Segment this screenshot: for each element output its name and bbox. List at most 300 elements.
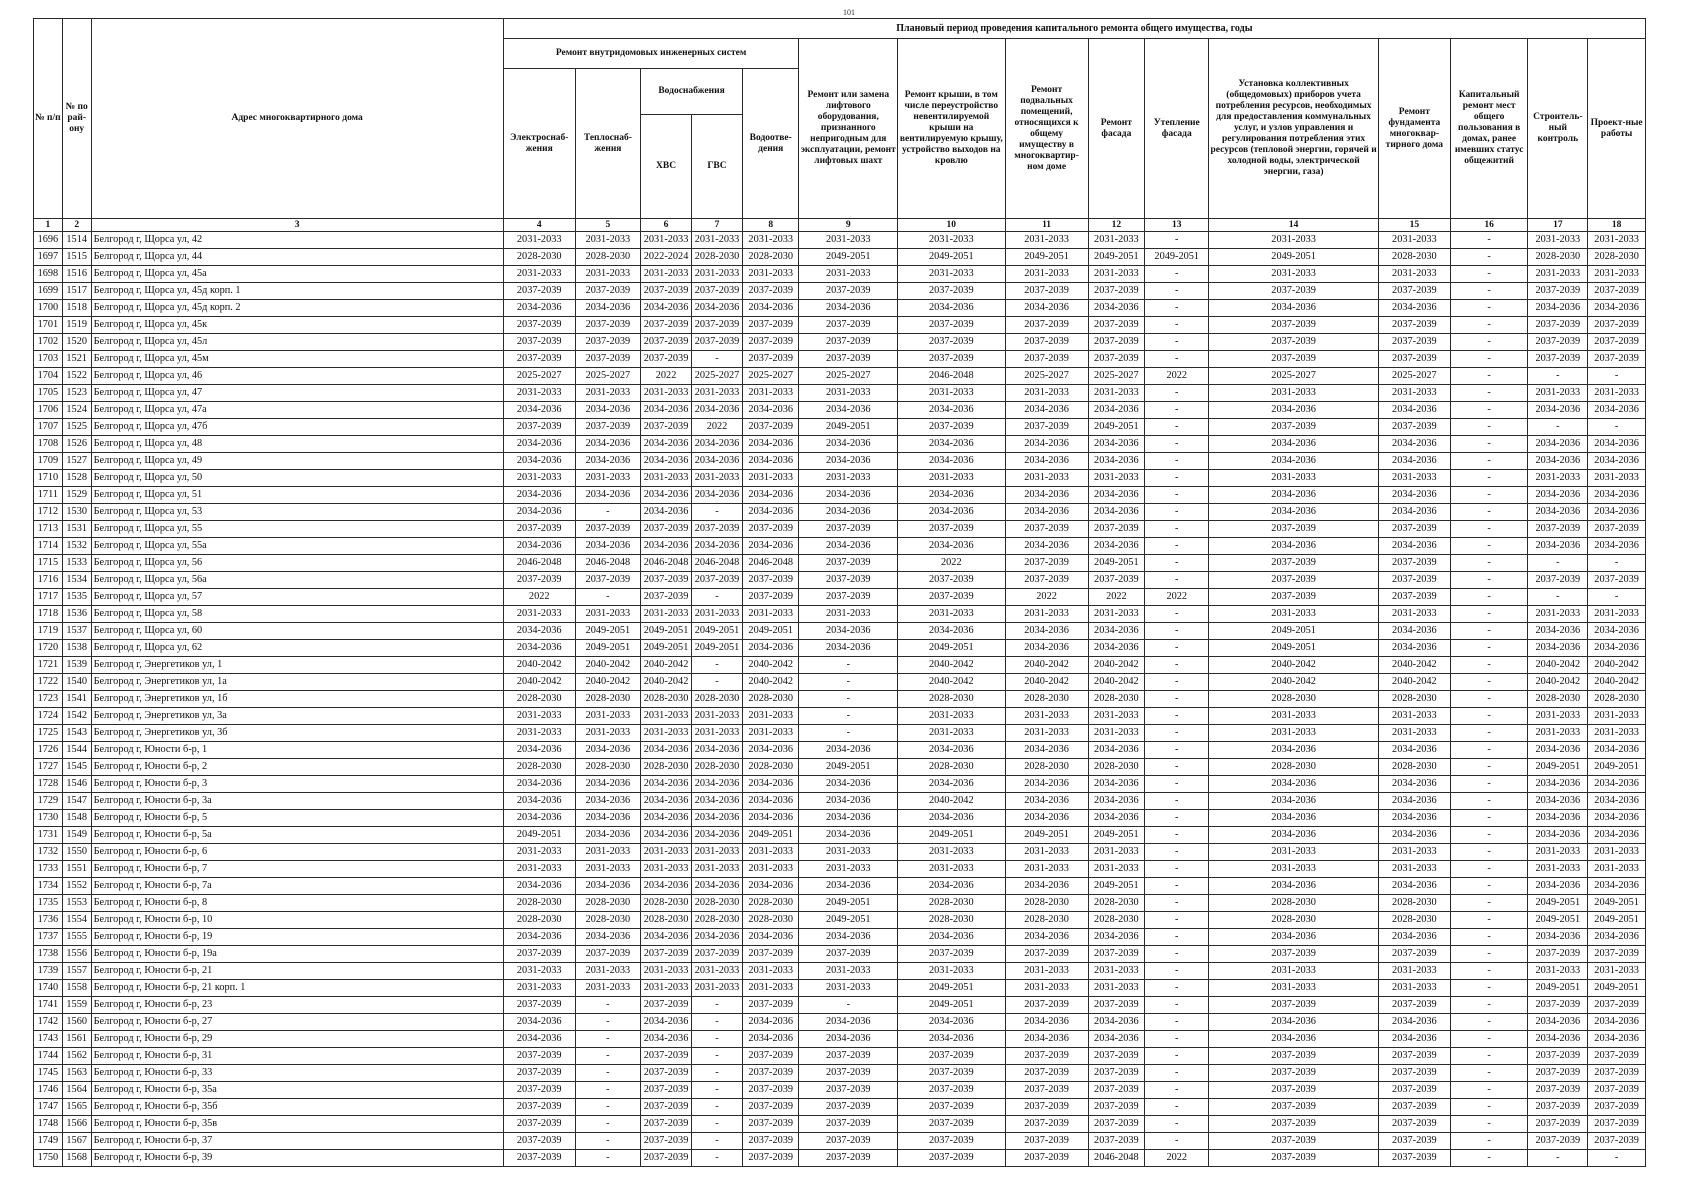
table-row [34, 317, 1646, 334]
header-water-group: Водоснабжения [641, 69, 743, 115]
table-cell: 1564 [62, 1082, 91, 1099]
table-cell: 2034-2036 [692, 487, 743, 504]
table-cell: 2034-2036 [799, 487, 898, 504]
table-cell: 2037-2039 [1378, 1150, 1450, 1167]
table-cell: 2034-2036 [742, 487, 799, 504]
table-row [34, 742, 1646, 759]
table-cell: 2031-2033 [799, 861, 898, 878]
table-cell: 2037-2039 [1378, 283, 1450, 300]
table-cell: - [1145, 487, 1209, 504]
table-cell: 1728 [34, 776, 63, 793]
table-cell: - [692, 351, 743, 368]
table-cell: - [1450, 997, 1528, 1014]
table-cell: 2028-2030 [1209, 691, 1379, 708]
table-cell: 2037-2039 [1088, 1116, 1145, 1133]
table-cell: 2034-2036 [1588, 878, 1646, 895]
table-cell: 1706 [34, 402, 63, 419]
table-cell: 2034-2036 [1088, 742, 1145, 759]
table-cell: 2037-2039 [1088, 1065, 1145, 1082]
table-cell: 2037-2039 [742, 1133, 799, 1150]
table-row [34, 844, 1646, 861]
table-cell: 2040-2042 [898, 793, 1005, 810]
table-cell: 2034-2036 [503, 776, 575, 793]
table-cell: - [575, 1082, 640, 1099]
table-cell: 2037-2039 [898, 317, 1005, 334]
address-cell: Белгород г, Энергетиков ул, 3а [91, 708, 503, 725]
table-cell: 2034-2036 [503, 300, 575, 317]
table-cell: - [1145, 402, 1209, 419]
table-cell: 2031-2033 [575, 963, 640, 980]
table-cell: 1519 [62, 317, 91, 334]
table-cell: 2022-2024 [641, 249, 692, 266]
table-cell: - [692, 1048, 743, 1065]
table-cell: - [1450, 504, 1528, 521]
table-cell: 2037-2039 [1005, 283, 1088, 300]
table-cell: 2031-2033 [1528, 606, 1588, 623]
table-cell: 2034-2036 [641, 878, 692, 895]
table-cell: 2034-2036 [692, 402, 743, 419]
table-row [34, 810, 1646, 827]
table-cell: 2031-2033 [503, 963, 575, 980]
table-cell: 2034-2036 [1588, 436, 1646, 453]
table-cell: 2037-2039 [692, 946, 743, 963]
table-cell: - [575, 1065, 640, 1082]
table-cell: 2037-2039 [1088, 572, 1145, 589]
table-cell: - [1145, 827, 1209, 844]
table-cell: 2031-2033 [1005, 470, 1088, 487]
table-cell: 2034-2036 [1378, 453, 1450, 470]
table-cell: 2031-2033 [1378, 725, 1450, 742]
table-cell: - [1145, 742, 1209, 759]
table-cell: 2034-2036 [799, 1031, 898, 1048]
table-cell: - [1145, 946, 1209, 963]
table-cell: 1737 [34, 929, 63, 946]
table-cell: 1516 [62, 266, 91, 283]
table-cell: 2037-2039 [641, 1065, 692, 1082]
table-cell: 2037-2039 [799, 1048, 898, 1065]
table-cell: 2037-2039 [742, 1099, 799, 1116]
table-cell: 2028-2030 [742, 895, 799, 912]
address-cell: Белгород г, Щорса ул, 62 [91, 640, 503, 657]
table-cell: 2037-2039 [641, 1150, 692, 1167]
table-row [34, 1065, 1646, 1082]
table-cell: 2037-2039 [1088, 283, 1145, 300]
table-cell: - [1528, 368, 1588, 385]
table-cell: - [1145, 453, 1209, 470]
table-cell: 2037-2039 [1528, 317, 1588, 334]
table-row [34, 521, 1646, 538]
table-cell: 2049-2051 [503, 827, 575, 844]
table-cell: 2037-2039 [742, 946, 799, 963]
table-row [34, 1048, 1646, 1065]
header-facade: Ремонт фасада [1088, 39, 1145, 219]
table-cell: - [1450, 436, 1528, 453]
table-cell: 1557 [62, 963, 91, 980]
table-cell: 1546 [62, 776, 91, 793]
table-cell: 2034-2036 [799, 453, 898, 470]
table-cell: 2037-2039 [799, 317, 898, 334]
table-cell: 2031-2033 [1588, 266, 1646, 283]
table-row [34, 1082, 1646, 1099]
table-cell: 2037-2039 [1588, 283, 1646, 300]
table-cell: 2037-2039 [799, 1099, 898, 1116]
table-cell: 2037-2039 [1005, 555, 1088, 572]
table-cell: - [1450, 691, 1528, 708]
table-cell: 2049-2051 [1088, 555, 1145, 572]
table-cell: 2031-2033 [742, 708, 799, 725]
table-cell: 2034-2036 [1528, 810, 1588, 827]
table-cell: 2037-2039 [641, 589, 692, 606]
table-cell: 2037-2039 [503, 1048, 575, 1065]
address-cell: Белгород г, Юности б-р, 39 [91, 1150, 503, 1167]
table-cell: 2037-2039 [898, 1133, 1005, 1150]
table-cell: 2040-2042 [1588, 657, 1646, 674]
table-cell: - [799, 708, 898, 725]
table-cell: 2037-2039 [1005, 1099, 1088, 1116]
table-cell: 1738 [34, 946, 63, 963]
table-cell: 2037-2039 [742, 1150, 799, 1167]
table-cell: 2034-2036 [1588, 453, 1646, 470]
table-cell: 2046-2048 [1088, 1150, 1145, 1167]
table-cell: 1555 [62, 929, 91, 946]
table-cell: 2034-2036 [1088, 793, 1145, 810]
table-cell: 1517 [62, 283, 91, 300]
table-cell: 2031-2033 [503, 861, 575, 878]
table-cell: 1536 [62, 606, 91, 623]
table-cell: 2031-2033 [1528, 725, 1588, 742]
table-cell: 2049-2051 [799, 912, 898, 929]
table-cell: 2031-2033 [742, 470, 799, 487]
table-cell: 2037-2039 [742, 589, 799, 606]
table-cell: 2034-2036 [1528, 742, 1588, 759]
table-cell: 2031-2033 [1588, 385, 1646, 402]
table-cell: - [1145, 1014, 1209, 1031]
table-cell: 2034-2036 [898, 623, 1005, 640]
table-cell: 2034-2036 [1528, 640, 1588, 657]
table-cell: - [575, 589, 640, 606]
address-cell: Белгород г, Щорса ул, 53 [91, 504, 503, 521]
column-index: 3 [91, 219, 503, 232]
table-cell: 2034-2036 [1088, 1031, 1145, 1048]
table-cell: 2034-2036 [641, 827, 692, 844]
table-cell: - [1145, 538, 1209, 555]
table-cell: 2034-2036 [1088, 453, 1145, 470]
table-cell: 2031-2033 [1528, 266, 1588, 283]
table-cell: 2037-2039 [1209, 946, 1379, 963]
table-cell: 2031-2033 [575, 266, 640, 283]
table-cell: 2037-2039 [503, 1082, 575, 1099]
address-cell: Белгород г, Юности б-р, 7 [91, 861, 503, 878]
table-cell: - [1450, 419, 1528, 436]
table-cell: - [1588, 1150, 1646, 1167]
table-cell: 2037-2039 [799, 555, 898, 572]
table-row [34, 912, 1646, 929]
table-cell: 2037-2039 [742, 317, 799, 334]
table-cell: 2034-2036 [1088, 810, 1145, 827]
table-cell: - [1450, 1065, 1528, 1082]
table-cell: 2034-2036 [1088, 504, 1145, 521]
table-cell: 2037-2039 [503, 283, 575, 300]
table-cell: 2034-2036 [898, 742, 1005, 759]
table-cell: - [1450, 793, 1528, 810]
column-index: 4 [503, 219, 575, 232]
table-cell: 2034-2036 [575, 793, 640, 810]
table-cell: 2037-2039 [1005, 1048, 1088, 1065]
table-cell: 1724 [34, 708, 63, 725]
table-cell: 2037-2039 [742, 334, 799, 351]
table-cell: 2031-2033 [692, 470, 743, 487]
table-cell: 2037-2039 [898, 1065, 1005, 1082]
table-cell: 2034-2036 [1005, 929, 1088, 946]
table-cell: 2037-2039 [1378, 572, 1450, 589]
table-cell: 2031-2033 [641, 606, 692, 623]
table-cell: - [799, 997, 898, 1014]
table-cell: 2034-2036 [503, 929, 575, 946]
table-cell: 2049-2051 [898, 827, 1005, 844]
table-cell: 2028-2030 [1588, 249, 1646, 266]
address-cell: Белгород г, Щорса ул, 56а [91, 572, 503, 589]
table-cell: 2031-2033 [742, 606, 799, 623]
table-cell: - [1145, 572, 1209, 589]
address-cell: Белгород г, Щорса ул, 45а [91, 266, 503, 283]
address-cell: Белгород г, Щорса ул, 44 [91, 249, 503, 266]
table-cell: 2031-2033 [1088, 861, 1145, 878]
address-cell: Белгород г, Юности б-р, 33 [91, 1065, 503, 1082]
table-cell: 2031-2033 [1088, 708, 1145, 725]
table-cell: 2034-2036 [799, 793, 898, 810]
table-cell: 2025-2027 [503, 368, 575, 385]
table-cell: 2034-2036 [898, 487, 1005, 504]
table-cell: 1534 [62, 572, 91, 589]
table-cell: - [692, 997, 743, 1014]
table-cell: 2037-2039 [1209, 555, 1379, 572]
table-row [34, 334, 1646, 351]
table-cell: 2034-2036 [641, 776, 692, 793]
table-cell: 2034-2036 [1005, 742, 1088, 759]
table-cell: 2034-2036 [1588, 300, 1646, 317]
table-cell: 2037-2039 [1005, 521, 1088, 538]
table-cell: 2031-2033 [1528, 232, 1588, 249]
table-cell: 2034-2036 [742, 810, 799, 827]
table-cell: 2031-2033 [1209, 232, 1379, 249]
table-cell: - [1588, 555, 1646, 572]
table-cell: 1712 [34, 504, 63, 521]
table-cell: 1558 [62, 980, 91, 997]
table-cell: 2034-2036 [1209, 487, 1379, 504]
table-cell: 2037-2039 [1005, 351, 1088, 368]
column-index-row [34, 219, 1646, 232]
address-cell: Белгород г, Юности б-р, 21 корп. 1 [91, 980, 503, 997]
table-cell: 2028-2030 [1088, 895, 1145, 912]
table-cell: 2037-2039 [641, 334, 692, 351]
table-cell: 2037-2039 [1528, 1065, 1588, 1082]
table-cell: 1697 [34, 249, 63, 266]
table-row [34, 589, 1646, 606]
table-cell: 2034-2036 [742, 538, 799, 555]
address-cell: Белгород г, Юности б-р, 1 [91, 742, 503, 759]
header-drainage: Водоотве-дения [742, 69, 799, 219]
table-cell: 2028-2030 [575, 249, 640, 266]
table-cell: 1530 [62, 504, 91, 521]
table-cell: 2031-2033 [1209, 266, 1379, 283]
table-cell: - [1450, 1048, 1528, 1065]
table-cell: - [1450, 640, 1528, 657]
table-cell: 1745 [34, 1065, 63, 1082]
table-cell: 2031-2033 [1528, 844, 1588, 861]
table-cell: 2028-2030 [1378, 912, 1450, 929]
column-index: 16 [1450, 219, 1528, 232]
table-cell: 2049-2051 [1588, 895, 1646, 912]
table-cell: 2040-2042 [1528, 674, 1588, 691]
table-cell: 1542 [62, 708, 91, 725]
table-cell: 2028-2030 [575, 759, 640, 776]
table-cell: 1733 [34, 861, 63, 878]
table-cell: 2034-2036 [1209, 810, 1379, 827]
table-cell: - [1145, 266, 1209, 283]
table-cell: 2031-2033 [898, 232, 1005, 249]
table-cell: - [1528, 589, 1588, 606]
table-cell: - [1450, 368, 1528, 385]
table-cell: 2031-2033 [503, 980, 575, 997]
table-cell: 2034-2036 [1209, 453, 1379, 470]
table-cell: 2037-2039 [1588, 1082, 1646, 1099]
table-cell: 2034-2036 [503, 742, 575, 759]
table-cell: 2037-2039 [1209, 589, 1379, 606]
address-cell: Белгород г, Юности б-р, 27 [91, 1014, 503, 1031]
table-cell: 2034-2036 [898, 810, 1005, 827]
table-cell: 2034-2036 [1378, 487, 1450, 504]
table-cell: 2031-2033 [641, 266, 692, 283]
table-cell: 2037-2039 [1528, 351, 1588, 368]
table-cell: - [1450, 606, 1528, 623]
header-address: Адрес многоквартирного дома [91, 19, 503, 219]
table-row [34, 385, 1646, 402]
table-cell: 2034-2036 [692, 929, 743, 946]
table-cell: - [1450, 929, 1528, 946]
table-cell: 2031-2033 [692, 266, 743, 283]
table-cell: 2034-2036 [575, 300, 640, 317]
table-cell: 2037-2039 [898, 1099, 1005, 1116]
table-cell: 2034-2036 [799, 929, 898, 946]
table-cell: 2028-2030 [503, 249, 575, 266]
table-cell: 1520 [62, 334, 91, 351]
table-cell: 2034-2036 [799, 436, 898, 453]
table-row [34, 793, 1646, 810]
table-cell: 1705 [34, 385, 63, 402]
table-cell: 2022 [1145, 1150, 1209, 1167]
table-cell: 1538 [62, 640, 91, 657]
table-cell: 1535 [62, 589, 91, 606]
table-cell: 2037-2039 [1378, 555, 1450, 572]
table-cell: 1711 [34, 487, 63, 504]
table-row [34, 827, 1646, 844]
address-cell: Белгород г, Юности б-р, 5 [91, 810, 503, 827]
table-cell: - [799, 674, 898, 691]
table-cell: 2037-2039 [1378, 1082, 1450, 1099]
table-cell: 2037-2039 [503, 572, 575, 589]
table-cell: 2031-2033 [692, 385, 743, 402]
table-cell: 2034-2036 [898, 436, 1005, 453]
table-cell: 2037-2039 [503, 521, 575, 538]
table-cell: - [1145, 691, 1209, 708]
table-cell: 2031-2033 [1209, 470, 1379, 487]
table-cell: 2034-2036 [1528, 929, 1588, 946]
table-cell: 1547 [62, 793, 91, 810]
table-cell: 2049-2051 [898, 640, 1005, 657]
table-row [34, 419, 1646, 436]
address-cell: Белгород г, Щорса ул, 48 [91, 436, 503, 453]
table-cell: 2034-2036 [799, 640, 898, 657]
table-cell: - [1145, 300, 1209, 317]
table-cell: 2028-2030 [1378, 759, 1450, 776]
table-cell: 2034-2036 [742, 1014, 799, 1031]
table-cell: 2034-2036 [1588, 929, 1646, 946]
table-cell: 2034-2036 [575, 402, 640, 419]
table-cell: 1548 [62, 810, 91, 827]
address-cell: Белгород г, Юности б-р, 5а [91, 827, 503, 844]
table-cell: 2034-2036 [1209, 1031, 1379, 1048]
table-cell: 2034-2036 [898, 1031, 1005, 1048]
address-cell: Белгород г, Юности б-р, 31 [91, 1048, 503, 1065]
table-cell: - [1145, 657, 1209, 674]
table-cell: 2031-2033 [1088, 963, 1145, 980]
column-index: 18 [1588, 219, 1646, 232]
table-cell: 2040-2042 [1378, 657, 1450, 674]
table-cell: - [1145, 844, 1209, 861]
table-cell: 2034-2036 [1588, 810, 1646, 827]
table-row [34, 470, 1646, 487]
table-cell: 2037-2039 [1378, 317, 1450, 334]
table-cell: 2028-2030 [1378, 691, 1450, 708]
table-cell: 2031-2033 [1588, 963, 1646, 980]
header-hot-water: ГВС [692, 115, 743, 219]
table-cell: 2031-2033 [742, 861, 799, 878]
table-cell: 2034-2036 [692, 300, 743, 317]
address-cell: Белгород г, Щорса ул, 50 [91, 470, 503, 487]
address-cell: Белгород г, Юности б-р, 35а [91, 1082, 503, 1099]
table-cell: 2028-2030 [503, 691, 575, 708]
table-cell: 2034-2036 [1528, 827, 1588, 844]
table-cell: 2037-2039 [575, 572, 640, 589]
table-cell: 2034-2036 [898, 300, 1005, 317]
table-cell: 2031-2033 [1088, 606, 1145, 623]
table-cell: 2037-2039 [641, 1048, 692, 1065]
table-cell: 2049-2051 [799, 759, 898, 776]
table-cell: 2031-2033 [641, 470, 692, 487]
table-cell: 2028-2030 [1378, 249, 1450, 266]
table-cell: 2034-2036 [641, 487, 692, 504]
address-cell: Белгород г, Щорса ул, 47а [91, 402, 503, 419]
table-cell: 2049-2051 [1088, 419, 1145, 436]
table-cell: 2034-2036 [641, 436, 692, 453]
table-cell: 2034-2036 [692, 436, 743, 453]
table-cell: 2037-2039 [503, 997, 575, 1014]
table-cell: 2037-2039 [799, 589, 898, 606]
table-cell: 2049-2051 [1209, 640, 1379, 657]
table-cell: 2037-2039 [692, 572, 743, 589]
address-cell: Белгород г, Щорса ул, 57 [91, 589, 503, 606]
table-cell: 2037-2039 [1088, 351, 1145, 368]
table-cell: 2034-2036 [1209, 793, 1379, 810]
column-index: 1 [34, 219, 63, 232]
table-cell: 2028-2030 [742, 249, 799, 266]
table-cell: 2037-2039 [641, 1099, 692, 1116]
table-cell: 1526 [62, 436, 91, 453]
table-cell: - [1450, 963, 1528, 980]
table-cell: 2031-2033 [742, 963, 799, 980]
table-cell: 1727 [34, 759, 63, 776]
table-row [34, 606, 1646, 623]
